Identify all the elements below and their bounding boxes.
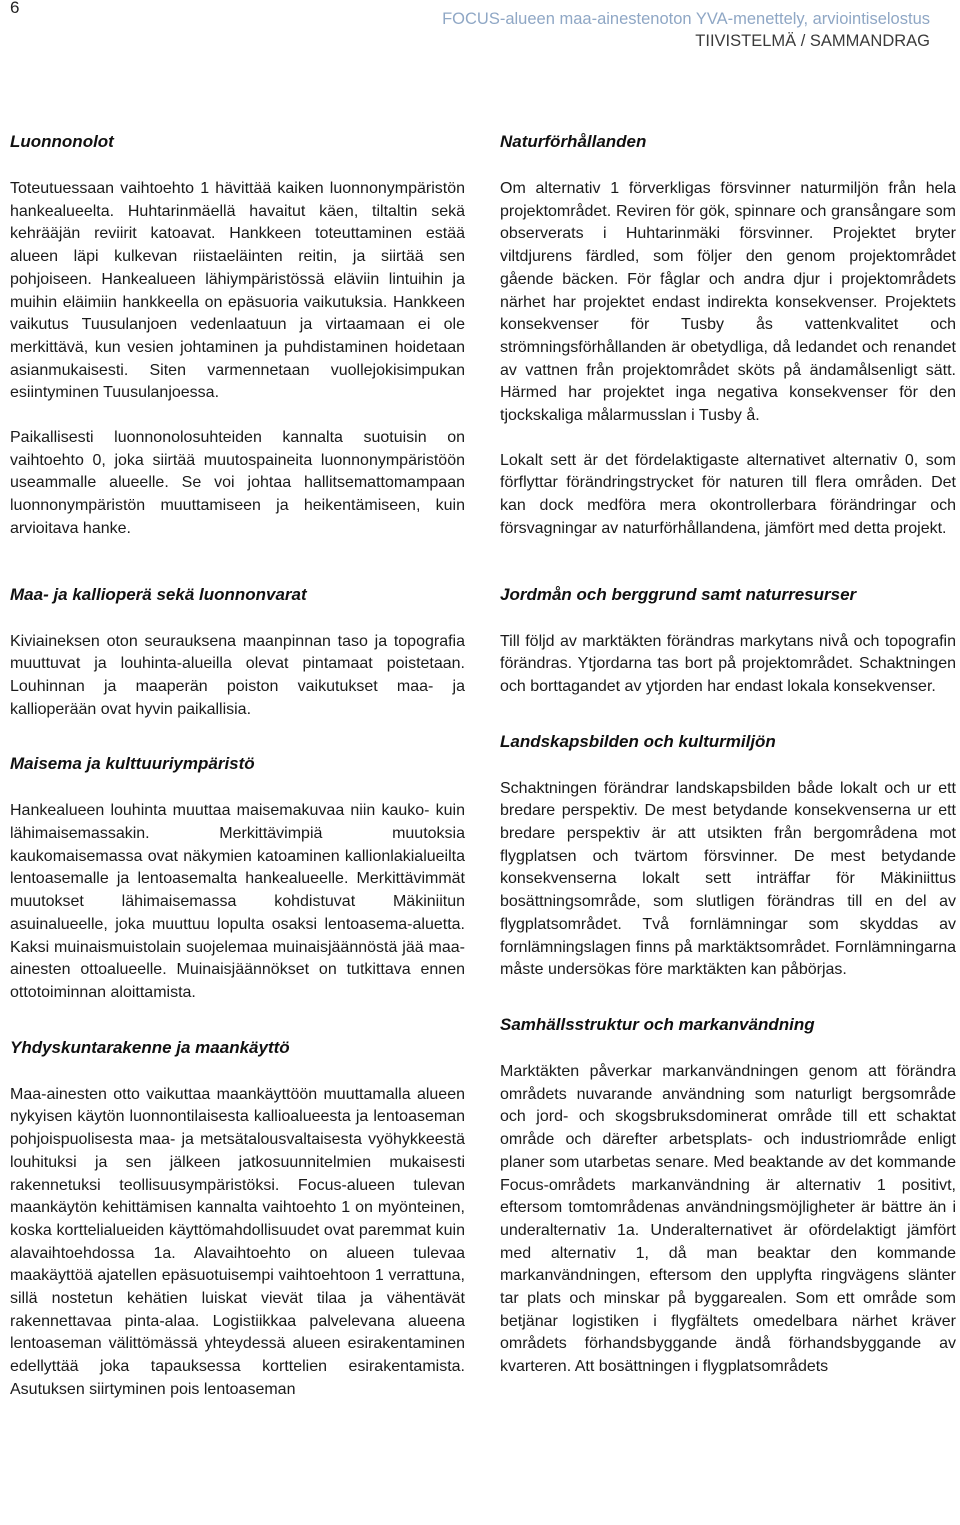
paragraph: Om alternativ 1 förverkligas försvinner naturmiljön från hela projektområdet. Reviren för gök, spinnare och gransångare som observerats i Huhtarinmäki försvinner. Projektet bryter viltdjurens färdled, som följer den genom projektområdet gående bäcken. För fåglar och andra djur i projektområdets närhet har projektet endast indirekta konsekvenser. Projektets konsekvenser för Tusby ås vattenkvalitet och strömningsförhållanden är obetydliga, då ledandet och renandet av vattnen från projektområdet sköts på ändamålsenligt sätt. Härmed har projektet inga negativa konsekvenser för den tjockskaliga målarmusslan i Tusby å. [500, 180, 956, 425]
finnish-column [10, 131, 465, 1402]
section-heading-landskapsbilden: Landskapsbilden och kulturmiljön [500, 731, 776, 751]
paragraph: Lokalt sett är det fördelaktigaste alternativet alternativ 0, som förflyttar förändringstrycket för naturen till flera områden. Det kan dock medföra mera okontrollerbara förändringar och försvagningar av naturförhållandena, jämfört med detta projekt. [500, 451, 956, 537]
paragraph: Toteutuessaan vaihtoehto 1 hävittää kaiken luonnonympäristön hankealueelta. Huhtarinmäellä havaitut käen, tiltaltin sekä kehrääjän reviirit katoavat. Hankkeen toteuttaminen estää alueen läpi kulkevan riistaeläinten reitin, ja siirtää sen pohjoiseen. Hankealueen lähiympäristössä eläviin lintuihin ja muihin eläimiin hankkeella on epäsuoria vaikutuksia. Hankkeen vaikutus Tuusulanjoen vedenlaatuun ja virtaamaan ei ole merkittävä, kun vesien johtaminen ja puhdistaminen hoidetaan asianmukaisesti. Siten varmennetaan vuollejokisimpukan esiintyminen Tuusulanjoessa. [10, 180, 465, 402]
paragraph: Hankealueen louhinta muuttaa maisemakuvaa niin kauko- kuin lähimaisemassakin. Merkittävimpiä muutoksia kaukomaisemassa ovat näkymien katoaminen kallionlakialueilta lentoasemalle ja lentoasemalta hankealueelle. Merkittävimmät muutokset lähimaisemassa kohdistuvat Mäkiniitun asuinalueelle, joka muuttuu lopulta osaksi lentoasema-aluetta. Kaksi muinaismuistolain suojelemaa muinaisjäännöstä jää maa-ainesten ottoalueelle. Muinaisjäännökset on tutkittava ennen ottotoiminnan aloittamista. [10, 802, 465, 1001]
paragraph: Marktäkten påverkar markanvändningen genom att förändra områdets nuvarande användning som naturligt bergsområde och jord- och skogsbruksdominerat område till ett schaktat område och därefter arbetsplats- och industriområde enligt planer som utarbetas senare. Med beaktande av det kommande Focus-områdets markanvändning är alternativ 1 positivt, eftersom tomtområdenas användningsmöjligheter är bättre än i underalternativ 1a. Underalternativet är ofördelaktigt jämfört med alternativ 1, då man beaktar den kommande markanvändningen, eftersom den upplyfta ringvägens slänter tar plats och minskar på byggarealen. Som ett område som betjänar logistiken i flygfältets omedelbara närhet kräver områdets förhandsbyggande ändå förhandsbyggande av kvarteren. Att bosättningen i flygplatsområdets [500, 1062, 956, 1376]
section-heading-yhdyskuntarakenne: Yhdyskuntarakenne ja maankäyttö [10, 1037, 290, 1057]
page-number: 6 [10, 0, 20, 17]
paragraph: Maa-ainesten otto vaikuttaa maankäyttöön muuttamalla alueen nykyisen käytön luonnontilaisesta kallioalueesta ja lentoaseman pohjoispuolisesta maa- ja metsätalousvaltaisesta vyöhykkeestä louhituksi ja sen jälkeen jatkosuunnitelmien mukaisesti rakennetuksi teollisuusympäristöksi. Focus-alueen tulevan maankäytön kehittämisen kannalta vaihtoehto 1 on myönteinen, koska korttelialueiden käyttömahdollisuudet ovat paremmat kuin alavaihtoehdossa 1a. Alavaihtoehto on alueen tulevaa maakäyttöä ajatellen epäsuotuisempi vaihtoehtoon 1 verrattuna, sillä nostetun kehätien luiskat vievät tilaa ja vähentävät rakennettavaa pinta-alaa. Logistiikkaa palvelevana alueena lentoaseman välittömässä yhteydessä alueen esirakentaminen edellyttää joka tapauksessa korttelien esirakentamista. Asutuksen siirtyminen pois lentoaseman [10, 1085, 465, 1398]
paragraph: Till följd av marktäkten förändras markytans nivå och topografin förändras. Ytjordarna tas bort på projektområdet. Schaktningen och borttagandet av ytjorden har endast lokala konsekvenser. [500, 632, 956, 695]
section-heading-samhallsstruktur: Samhällsstruktur och markanvändning [500, 1014, 815, 1034]
paragraph: Paikallisesti luonnonolosuhteiden kannalta suotuisin on vaihtoehto 0, joka siirtää muutospaineita luonnonympäristöön useammalle alueelle. Se voi johtaa hallitsemattomampaan luonnonympäristön muuttamiseen ja heikentämiseen, kuin arvioitava hanke. [10, 429, 465, 537]
document-subtitle: TIIVISTELMÄ / SAMMANDRAG [695, 32, 930, 50]
paragraph: Kiviaineksen oton seurauksena maanpinnan taso ja topografia muuttuvat ja louhinta-alueilla olevat pintamaat poistetaan. Louhinnan ja maaperän poiston vaikutukset maa- ja kallioperään ovat hyvin paikallisia. [10, 632, 465, 718]
section-heading-jordman: Jordmån och berggrund samt naturresurser [500, 584, 857, 604]
section-heading-luonnonolot: Luonnonolot [10, 132, 114, 151]
running-header [442, 8, 930, 52]
section-heading-maisema: Maisema ja kulttuuriympäristö [10, 754, 255, 774]
section-heading-maaperä: Maa- ja kallioperä sekä luonnonvarat [10, 584, 307, 604]
section-heading-naturforhallanden: Naturförhållanden [500, 132, 647, 151]
swedish-column [500, 131, 956, 1379]
paragraph: Schaktningen förändrar landskapsbilden både lokalt och ur ett bredare perspektiv. De mest betydande konsekvenserna ur ett bredare perspektiv är att utsikten från bergområdena mot flygplatsen och tvärtom försvinner. De mest betydande konsekvenserna lokalt sett inträffar för Mäkiniittus bosättningsområde, som slutligen förändras till en del av flygplatsområdet. Två fornlämningar som skyddas av fornlämningslagen finns på marktäktsområdet. Fornlämningarna måste undersökas före marktäkten kan påbörjas. [500, 779, 956, 979]
document-title: FOCUS-alueen maa-ainestenoton YVA-menettely, arviointiselostus [442, 10, 930, 28]
